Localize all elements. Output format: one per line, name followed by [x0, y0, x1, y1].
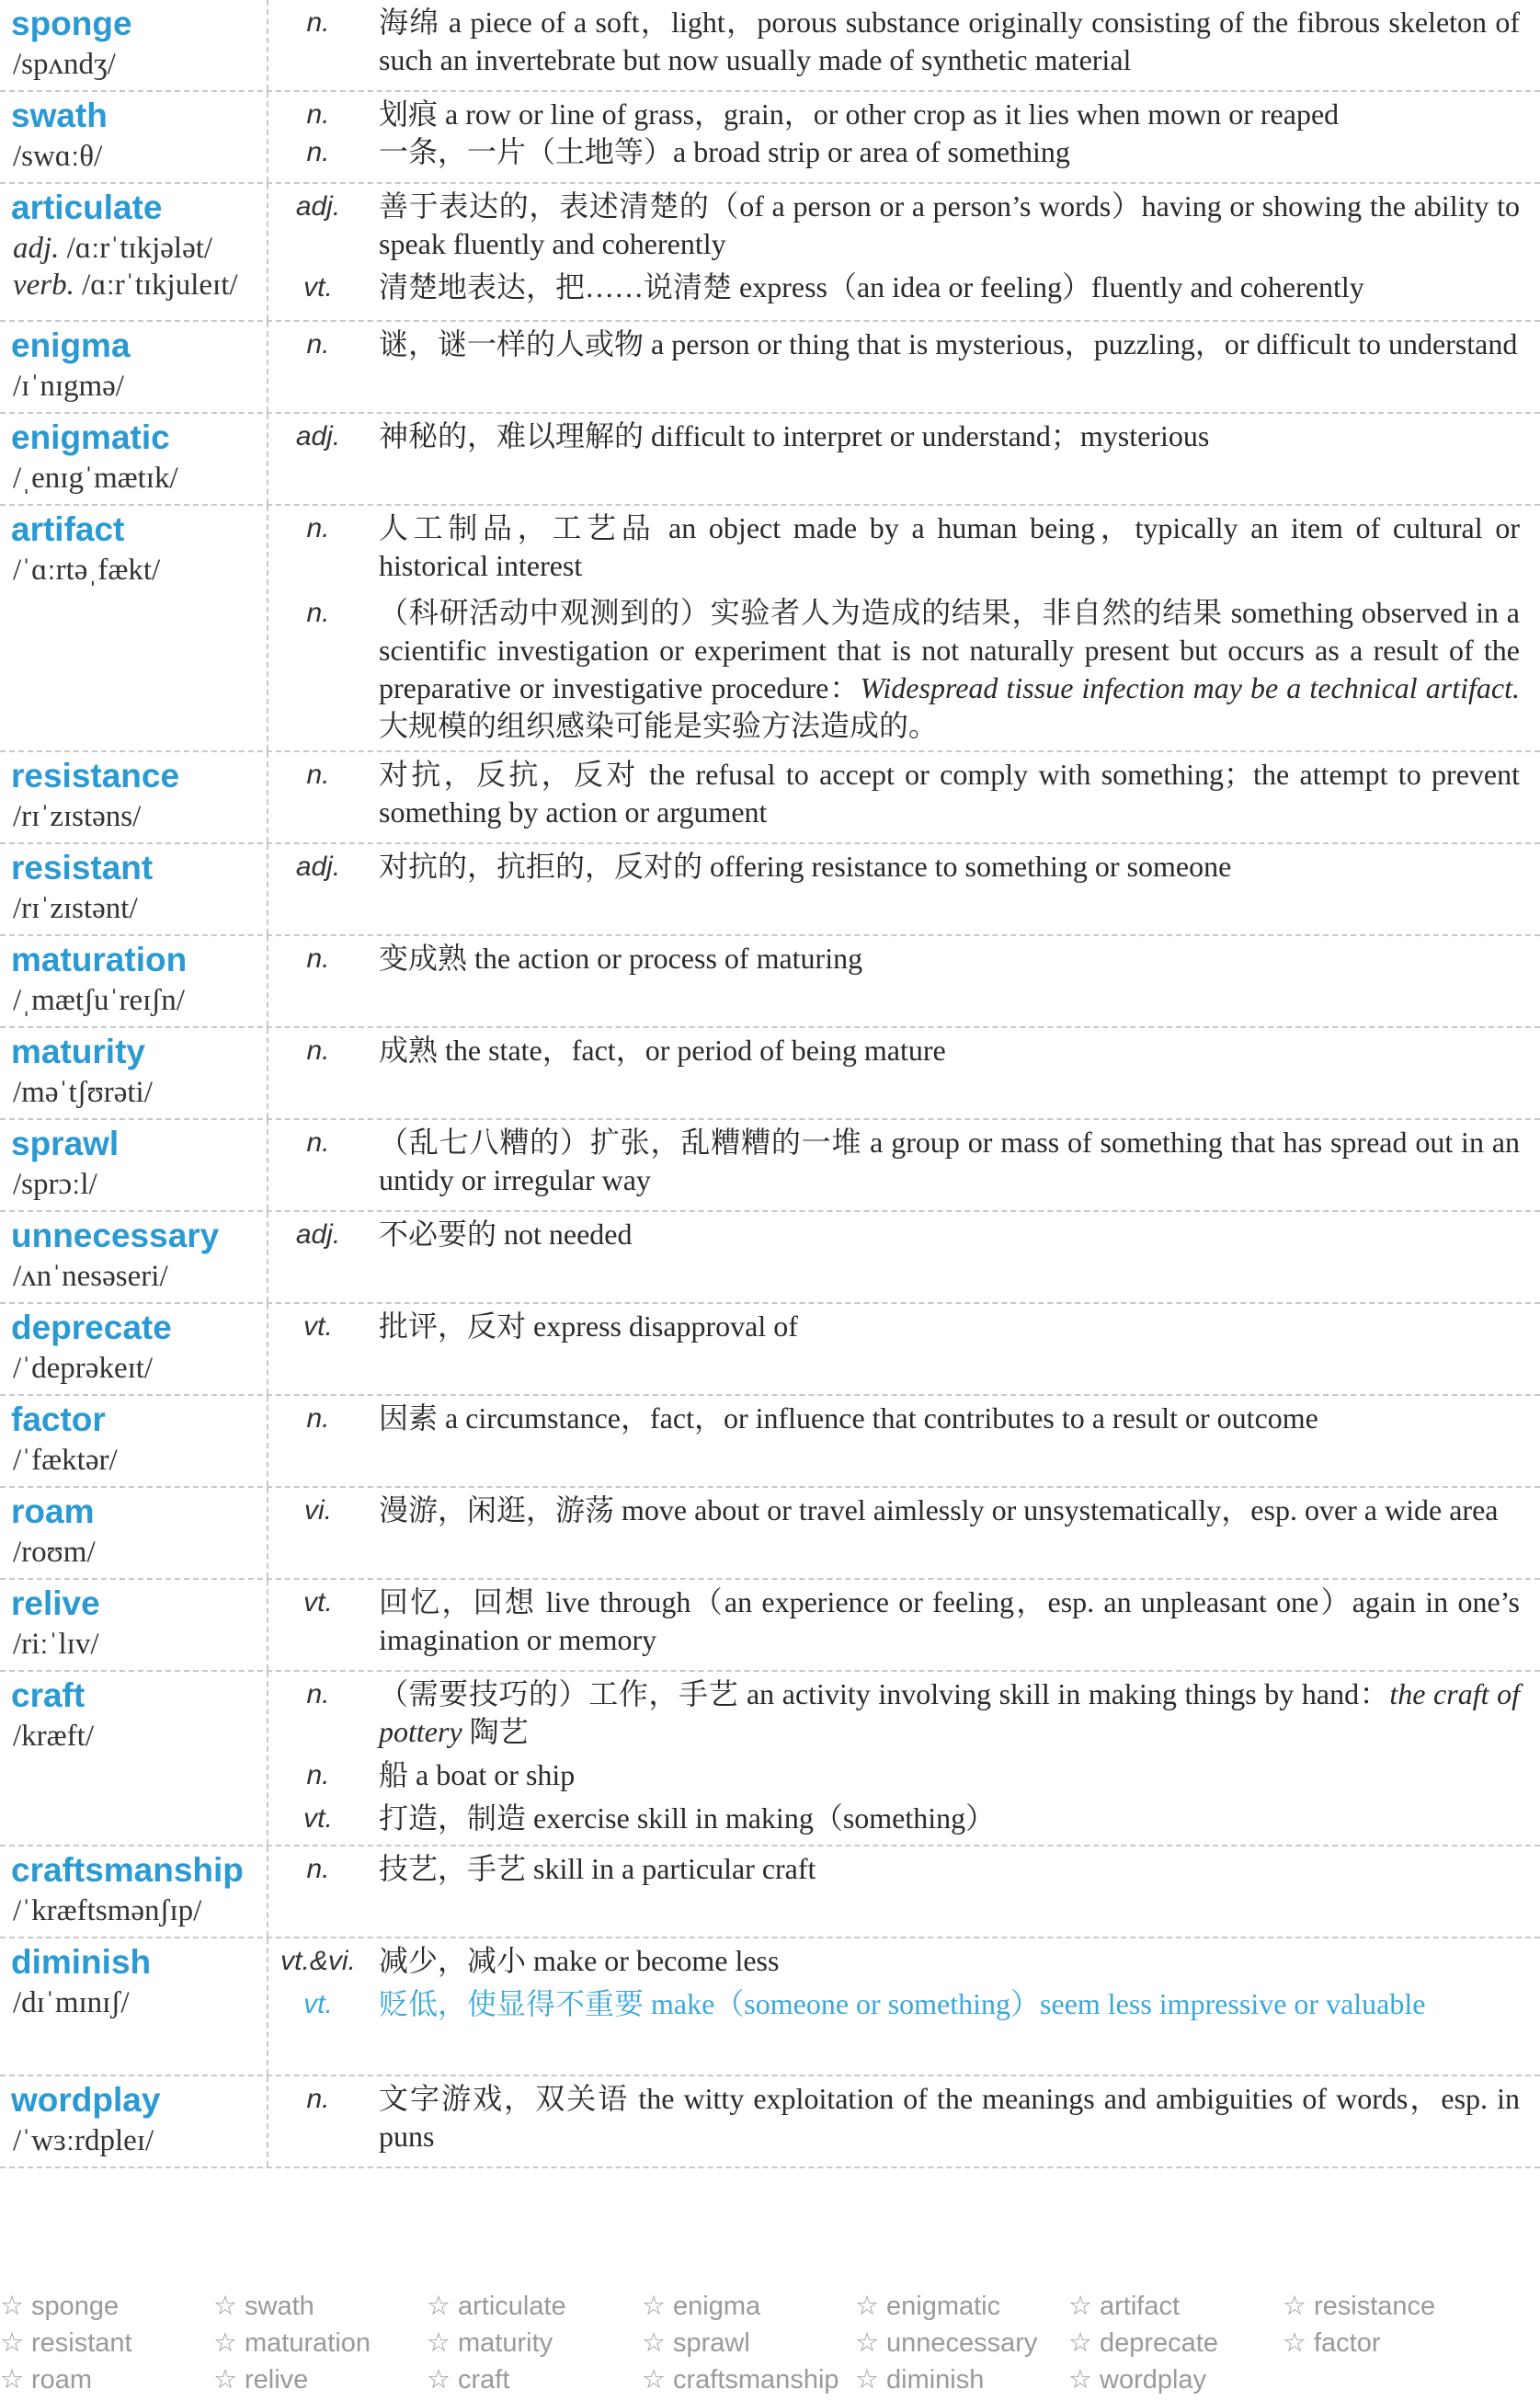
headword[interactable]: craft: [11, 1676, 86, 1714]
sense: [268, 2080, 1540, 2155]
checklist-item-factor[interactable]: [1283, 2327, 1381, 2360]
checklist-word: deprecate: [1100, 2328, 1218, 2358]
headword[interactable]: maturation: [11, 941, 188, 978]
definition: [379, 326, 1520, 363]
pronunciation: /ˌmætʃuˈreɪʃn/: [13, 984, 185, 1017]
headword-cell: [0, 2076, 268, 2167]
star-icon: ☆: [855, 2328, 879, 2358]
star-icon: ☆: [1068, 2328, 1092, 2358]
definition-text: （乱七八糟的）扩张，乱糟糟的一堆 a group or mass of something that has spread out in an untidy or irregular way: [379, 1126, 1520, 1196]
headword[interactable]: sprawl: [11, 1125, 120, 1162]
sense: [268, 417, 1540, 455]
sense-list: [268, 506, 1540, 750]
headword-cell: [0, 1120, 268, 1210]
star-icon: ☆: [0, 2365, 24, 2395]
part-of-speech: n.: [306, 1127, 330, 1158]
definition-text: 打造，制造 exercise skill in making（something）: [379, 1801, 996, 1835]
checklist-item-roam[interactable]: [0, 2363, 92, 2396]
entry-enigmatic: [0, 414, 1540, 506]
checklist-word: relive: [245, 2365, 309, 2395]
checklist-word: craft: [458, 2365, 510, 2395]
entry-articulate: [0, 184, 1540, 322]
definition: [379, 1584, 1520, 1659]
star-icon: ☆: [642, 2365, 666, 2395]
headword-cell: [0, 506, 268, 750]
checklist-word: artifact: [1100, 2292, 1181, 2321]
definition-text: 谜，谜一样的人或物 a person or thing that is mysterious，puzzling，or difficult to understand: [379, 327, 1518, 360]
definition-text: 因素 a circumstance，fact，or influence that contributes to a result or outcome: [379, 1401, 1318, 1435]
sense-list: [268, 2076, 1540, 2161]
definition: [379, 1492, 1520, 1529]
headword-cell: [0, 92, 268, 182]
entry-swath: [0, 92, 1540, 184]
star-icon: ☆: [642, 2292, 666, 2321]
headword[interactable]: factor: [11, 1401, 106, 1438]
sense: [268, 1216, 1540, 1253]
checklist-word: enigmatic: [886, 2292, 1001, 2321]
headword-cell: [0, 1672, 268, 1845]
star-icon: ☆: [213, 2328, 237, 2358]
sense: [268, 1584, 1540, 1659]
star-icon: ☆: [1283, 2328, 1306, 2358]
pronunciation: /roʊm/: [13, 1536, 96, 1569]
checklist-item-wordplay[interactable]: [1068, 2363, 1206, 2396]
checklist-item-unnecessary[interactable]: [855, 2327, 1037, 2360]
pronunciation: /ˈɑːrtəˌfækt/: [13, 554, 161, 587]
headword-cell: [0, 1846, 268, 1937]
checklist-item-artifact[interactable]: [1068, 2290, 1180, 2323]
sense-list: [268, 1304, 1540, 1351]
definition: [379, 96, 1520, 133]
entry-maturity: [0, 1028, 1540, 1120]
star-icon: ☆: [0, 2292, 24, 2321]
headword-cell: [0, 752, 268, 842]
sense-list: [268, 414, 1540, 461]
definition: [379, 1124, 1520, 1199]
definition: [379, 133, 1520, 171]
sense-list: [268, 184, 1540, 312]
sense: [268, 940, 1540, 978]
checklist-item-diminish[interactable]: [855, 2363, 984, 2396]
checklist-word: sprawl: [673, 2328, 750, 2358]
part-of-speech: n.: [306, 1403, 330, 1434]
pronunciation: /rɪˈzɪstəns/: [13, 800, 142, 833]
checklist-item-craftsmanship[interactable]: [642, 2363, 839, 2396]
checklist-item-enigma[interactable]: [642, 2290, 760, 2323]
definition: [379, 2080, 1520, 2155]
definition: [379, 1675, 1520, 1751]
definition-text: 海绵 a piece of a soft，light，porous substance originally consisting of the fibrous skeleton of such an invertebrate but now usually made of synthetic material: [379, 6, 1520, 76]
sense-list: [268, 1580, 1540, 1664]
sense: [268, 133, 1540, 171]
pronunciation-text: /ɑːrˈtɪkjələt/: [66, 232, 213, 265]
star-icon: ☆: [1068, 2365, 1092, 2395]
pronunciation: [13, 267, 238, 303]
part-of-speech: vt.: [303, 1989, 333, 2019]
sense: [268, 1800, 1540, 1837]
sense-list: [268, 1846, 1540, 1893]
sense-list: [268, 92, 1540, 177]
checklist-word: diminish: [886, 2365, 985, 2395]
pronunciation: /ˈwɜːrdpleɪ/: [13, 2124, 154, 2157]
sense: [268, 1756, 1540, 1794]
definition: [379, 1756, 1520, 1794]
definition-text: 不必要的 not needed: [379, 1218, 633, 1251]
part-of-speech: n.: [306, 943, 330, 974]
sense: [268, 326, 1540, 363]
headword[interactable]: resistance: [11, 757, 180, 795]
example-sentence: the craft of pottery: [379, 1677, 1520, 1748]
part-of-speech: n.: [306, 513, 330, 543]
definition-text: 文字游戏，双关语 the witty exploitation of the meanings and ambiguities of words，esp. in puns: [379, 2082, 1520, 2153]
checklist-item-sprawl[interactable]: [642, 2327, 750, 2360]
headword[interactable]: artifact: [11, 510, 125, 548]
part-of-speech: n.: [306, 1854, 330, 1884]
headword-cell: [0, 1304, 268, 1394]
part-of-speech: n.: [306, 329, 330, 360]
sense: [268, 269, 1540, 306]
definition-text: 一条，一片（土地等）a broad strip or area of something: [379, 135, 1070, 168]
entry-wordplay: [0, 2076, 1540, 2168]
checklist-item-sponge[interactable]: [0, 2290, 119, 2323]
checklist-item-enigmatic[interactable]: [855, 2290, 1000, 2323]
sense: [268, 848, 1540, 886]
entry-diminish: [0, 1938, 1540, 2076]
sense-list: [268, 1396, 1540, 1443]
checklist-word: resistance: [1314, 2292, 1436, 2321]
headword-cell: [0, 1580, 268, 1670]
definition: [379, 1032, 1520, 1069]
headword-cell: [0, 1938, 268, 2075]
definition: [379, 1985, 1520, 2023]
star-icon: ☆: [213, 2292, 237, 2321]
part-of-speech: n.: [306, 598, 330, 628]
definition: [379, 1308, 1520, 1345]
star-icon: ☆: [427, 2328, 451, 2358]
checklist-word: factor: [1314, 2328, 1381, 2358]
definition-text: 对抗的，抗拒的，反对的 offering resistance to something or someone: [379, 850, 1232, 883]
sense: [268, 188, 1540, 263]
definition-text: 清楚地表达，把……说清楚 express（an idea or feeling）fluently and coherently: [379, 270, 1364, 303]
checklist-word: maturation: [245, 2328, 371, 2358]
pronunciation: /swɑːθ/: [13, 140, 103, 173]
sense: [268, 4, 1540, 79]
entry-sponge: [0, 0, 1540, 92]
definition-text: （需要技巧的）工作，手艺 an activity involving skill in making things by hand：: [379, 1677, 1390, 1710]
checklist-word: sponge: [31, 2292, 120, 2321]
part-of-speech: adj.: [295, 191, 341, 222]
definition-text: 划痕 a row or line of grass，grain，or other crop as it lies when mown or reaped: [379, 97, 1340, 131]
headword[interactable]: resistant: [11, 849, 154, 886]
star-icon: ☆: [427, 2365, 451, 2395]
part-of-speech: n.: [306, 7, 330, 38]
definition: [379, 594, 1520, 745]
definition: [379, 1216, 1520, 1253]
pronunciation: /ˈkræftsmənʃɪp/: [13, 1894, 202, 1927]
checklist-item-maturation[interactable]: [213, 2327, 371, 2360]
definition-text: 对抗，反抗，反对 the refusal to accept or comply with something；the attempt to prevent something by action or argument: [379, 758, 1520, 829]
definition-text: 变成熟 the action or process of maturing: [379, 942, 863, 975]
sense: [268, 756, 1540, 831]
definition: [379, 188, 1520, 263]
definition: [379, 417, 1520, 455]
pronunciation: /rɪˈzɪstənt/: [13, 892, 138, 925]
part-of-speech: n.: [306, 1035, 330, 1066]
part-of-speech: adj.: [295, 852, 341, 882]
pronunciation: /məˈtʃʊrəti/: [13, 1076, 153, 1109]
headword[interactable]: unnecessary: [11, 1217, 220, 1254]
entry-artifact: [0, 506, 1540, 752]
headword[interactable]: enigma: [11, 326, 131, 364]
part-of-speech: adj.: [295, 421, 341, 452]
sense-list: [268, 1488, 1540, 1535]
definition-text: 船 a boat or ship: [379, 1758, 576, 1791]
pronunciation: /spʌndʒ/: [13, 48, 116, 81]
part-of-speech: vt.: [303, 1587, 333, 1618]
definition: [379, 756, 1520, 831]
entry-resistance: [0, 752, 1540, 844]
checklist-word: wordplay: [1100, 2365, 1207, 2395]
star-icon: ☆: [0, 2328, 24, 2358]
sense: [268, 594, 1540, 745]
headword[interactable]: craftsmanship: [11, 1851, 244, 1889]
checklist-word: enigma: [673, 2292, 761, 2321]
star-icon: ☆: [855, 2365, 879, 2395]
pronunciation: /ˈfæktər/: [13, 1444, 118, 1477]
headword-cell: [0, 1028, 268, 1118]
pronunciation: /kræft/: [13, 1720, 94, 1753]
sense-list: [268, 1672, 1540, 1843]
sense-list: [268, 322, 1540, 369]
checklist-item-resistant[interactable]: [0, 2327, 132, 2360]
checklist-item-deprecate[interactable]: [1068, 2327, 1218, 2360]
star-icon: ☆: [213, 2365, 237, 2395]
definition-text: 神秘的，难以理解的 difficult to interpret or understand；mysterious: [379, 419, 1210, 452]
star-icon: ☆: [855, 2292, 879, 2321]
headword-cell: [0, 184, 268, 320]
headword[interactable]: diminish: [11, 1943, 152, 1981]
pronunciation: /riːˈlɪv/: [13, 1628, 99, 1661]
part-of-speech: vi.: [304, 1495, 332, 1526]
checklist-word: roam: [31, 2365, 93, 2395]
definition: [379, 1942, 1520, 1980]
definition-text: 批评，反对 express disapproval of: [379, 1309, 798, 1343]
example-sentence: Widespread tissue infection may be a technical artifact.: [860, 671, 1520, 704]
headword[interactable]: roam: [11, 1492, 95, 1530]
pronunciation-label: verb.: [13, 269, 74, 302]
sense-list: [268, 936, 1540, 983]
definition-text: 贬低，使显得不重要 make（someone or something）seem less impressive or valuable: [379, 1987, 1426, 2020]
entry-deprecate: [0, 1304, 1540, 1396]
checklist-word: resistant: [31, 2328, 132, 2358]
definition-text: 善于表达的，表述清楚的（of a person or a person’s words）having or showing the ability to speak fluently and coherently: [379, 189, 1520, 260]
entry-craftsmanship: [0, 1846, 1540, 1938]
star-icon: ☆: [642, 2328, 666, 2358]
sense-list: [268, 1028, 1540, 1075]
checklist-item-craft[interactable]: [427, 2363, 509, 2396]
entry-factor: [0, 1396, 1540, 1488]
part-of-speech: adj.: [295, 1219, 341, 1250]
part-of-speech: vt.&vi.: [280, 1946, 356, 1976]
part-of-speech: n.: [306, 2084, 330, 2114]
example-translation: 大规模的组织感染可能是实验方法造成的。: [379, 709, 939, 742]
headword[interactable]: maturity: [11, 1033, 145, 1070]
pronunciation: /ˈdeprəkeɪt/: [13, 1352, 154, 1385]
part-of-speech: n.: [306, 99, 330, 130]
pronunciation: /ʌnˈnesəseri/: [13, 1260, 168, 1293]
definition-text: 回忆，回想 live through（an experience or feeling，esp. an unpleasant one）again in one’s imagination or memory: [379, 1585, 1520, 1656]
sense: [268, 1308, 1540, 1345]
pronunciation-label: adj.: [13, 232, 60, 265]
checklist-word: unnecessary: [886, 2328, 1038, 2358]
part-of-speech: n.: [306, 1760, 330, 1790]
headword[interactable]: sponge: [11, 5, 132, 42]
definition-text: 成熟 the state，fact，or period of being mature: [379, 1034, 946, 1067]
checklist-item-resistance[interactable]: [1283, 2290, 1435, 2323]
definition: [379, 269, 1520, 306]
entry-sprawl: [0, 1120, 1540, 1212]
checklist-word: articulate: [458, 2292, 566, 2321]
pronunciation-text: /ɑːrˈtɪkjuleɪt/: [82, 269, 238, 302]
definition-text: 减少，减小 make or become less: [379, 1944, 780, 1977]
definition: [379, 4, 1520, 79]
sense-list: [268, 752, 1540, 837]
headword[interactable]: deprecate: [11, 1309, 172, 1346]
part-of-speech: n.: [306, 137, 330, 167]
headword-cell: [0, 0, 268, 90]
part-of-speech: vt.: [303, 1803, 333, 1834]
checklist-item-articulate[interactable]: [427, 2290, 566, 2323]
entry-roam: [0, 1488, 1540, 1580]
part-of-speech: n.: [306, 1679, 330, 1709]
sense: [268, 96, 1540, 133]
headword-cell: [0, 1488, 268, 1578]
pronunciation: /ˌenɪgˈmætɪk/: [13, 462, 178, 495]
checklist-item-swath[interactable]: [213, 2290, 314, 2323]
entry-unnecessary: [0, 1212, 1540, 1304]
definition-text: 漫游，闲逛，游荡 move about or travel aimlessly or unsystematically，esp. over a wide area: [379, 1493, 1499, 1526]
sense: [268, 1985, 1540, 2023]
headword-cell: [0, 1212, 268, 1302]
headword-cell: [0, 936, 268, 1026]
headword-cell: [0, 322, 268, 412]
entry-resistant: [0, 844, 1540, 936]
headword-cell: [0, 1396, 268, 1486]
sense: [268, 1032, 1540, 1069]
definition: [379, 1850, 1520, 1888]
star-icon: ☆: [1283, 2292, 1306, 2321]
checklist-word: craftsmanship: [673, 2365, 839, 2395]
definition-text: （科研活动中观测到的）实验者人为造成的结果，非自然的结果 something observed in a scientific investigation or experiment that is not naturally present but occurs as a result of the preparative or investigative procedure：: [379, 596, 1520, 704]
example-translation: 陶艺: [462, 1715, 529, 1748]
definition-text: 人工制品，工艺品 an object made by a human being，typically an item of cultural or historical interest: [379, 511, 1520, 582]
sense: [268, 1675, 1540, 1751]
pronunciation: /ɪˈnɪgmə/: [13, 370, 124, 403]
definition: [379, 1800, 1520, 1837]
entry-relive: [0, 1580, 1540, 1672]
checklist-item-maturity[interactable]: [427, 2327, 553, 2360]
definition: [379, 509, 1520, 585]
pronunciation: /sprɔːl/: [13, 1168, 97, 1201]
star-icon: ☆: [1068, 2292, 1092, 2321]
pronunciation: [13, 230, 212, 267]
pronunciation: /dɪˈmɪnɪʃ/: [13, 1986, 130, 2019]
entry-enigma: [0, 322, 1540, 414]
sense: [268, 1942, 1540, 1980]
sense: [268, 1492, 1540, 1529]
sense: [268, 1850, 1540, 1888]
headword[interactable]: enigmatic: [11, 418, 170, 456]
headword[interactable]: relive: [11, 1584, 100, 1622]
sense-list: [268, 1938, 1540, 2029]
entry-maturation: [0, 936, 1540, 1028]
part-of-speech: vt.: [303, 272, 333, 303]
definition-text: 技艺，手艺 skill in a particular craft: [379, 1852, 816, 1885]
definition: [379, 1400, 1520, 1437]
sense: [268, 1124, 1540, 1199]
sense: [268, 1400, 1540, 1437]
definition: [379, 940, 1520, 978]
headword-cell: [0, 844, 268, 934]
sense: [268, 509, 1540, 585]
sense-list: [268, 0, 1540, 85]
checklist-word: maturity: [458, 2328, 553, 2358]
entry-craft: [0, 1672, 1540, 1846]
headword[interactable]: articulate: [11, 189, 163, 226]
headword[interactable]: swath: [11, 97, 108, 134]
headword[interactable]: wordplay: [11, 2081, 161, 2119]
headword-cell: [0, 414, 268, 504]
part-of-speech: vt.: [303, 1311, 333, 1342]
checklist-item-relive[interactable]: [213, 2363, 308, 2396]
definition: [379, 848, 1520, 886]
sense-list: [268, 1120, 1540, 1205]
checklist-word: swath: [245, 2292, 314, 2321]
sense-list: [268, 1212, 1540, 1259]
part-of-speech: n.: [306, 760, 330, 790]
star-icon: ☆: [427, 2292, 451, 2321]
sense-list: [268, 844, 1540, 891]
